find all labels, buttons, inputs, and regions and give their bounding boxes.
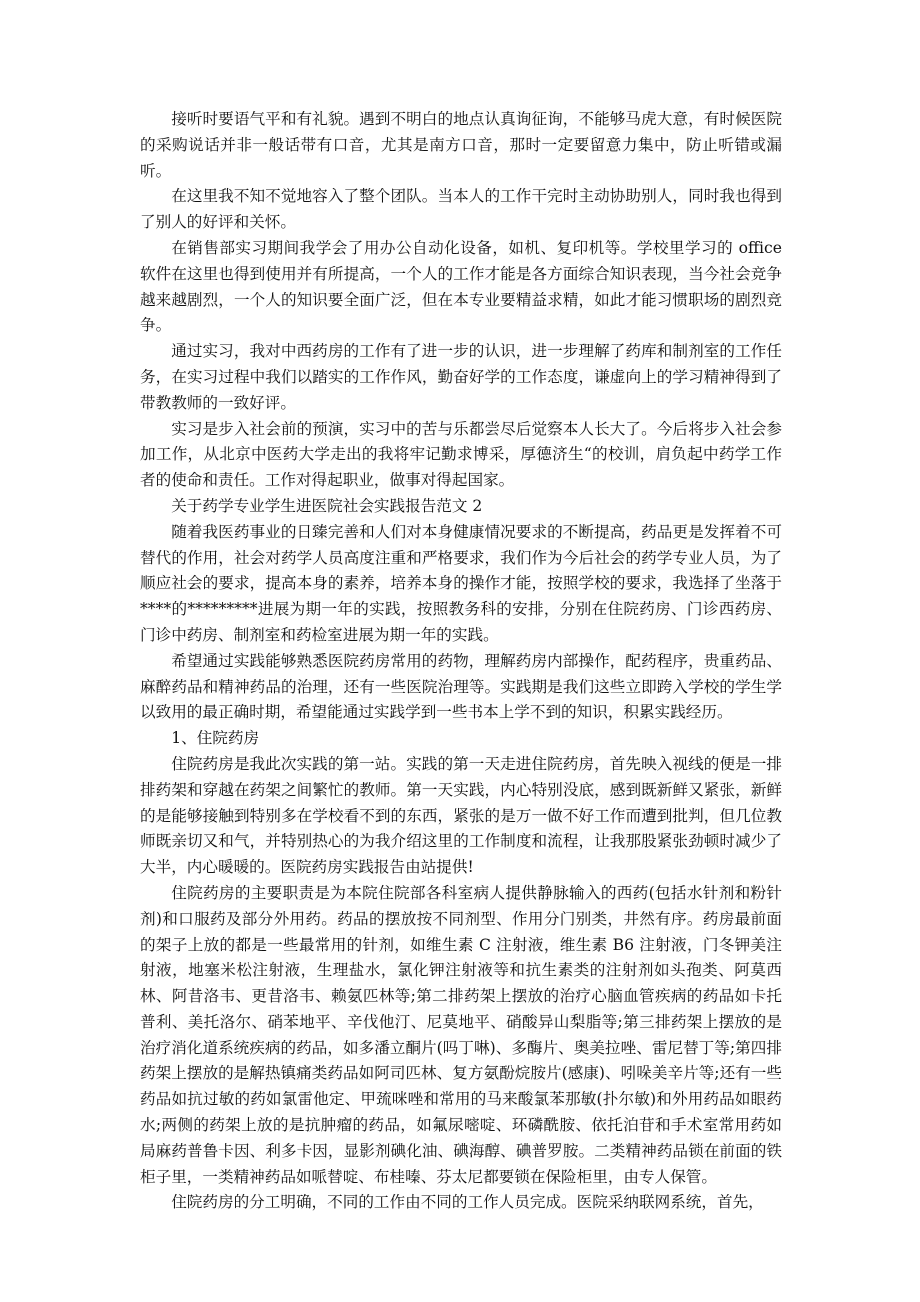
paragraph-pharmacy-duties: 住院药房的主要职责是为本院住院部各科室病人提供静脉输入的西药(包括水针剂和粉针剂)和口服药及部分外用药。药品的摆放按不同剂型、作用分门别类，井然有序。药房最前面的架子上放的都是一些最常用的针剂，如维生素 C 注射液，维生素 B6 注射液，门冬钾美注射液，地塞米松注射液，生理盐水，氯化钾注射液等和抗生素类的注射剂如头孢类、阿莫西林、阿昔洛韦、更昔洛韦、赖氨匹林等;第二排药架上摆放的治疗心脑血管疾病的药品如卡托普利、美托洛尔、硝苯地平、辛伐他汀、尼莫地平、硝酸异山梨脂等;第三排药架上摆放的是治疗消化道系统疾病的药品，如多潘立酮片(吗丁啉)、多酶片、奥美拉唑、雷尼替丁等;第四排药架上摆放的是解热镇痛类药品如阿司匹林、复方氨酚烷胺片(感康)、吲哚美辛片等;还有一些药品如抗过敏的药如氯雷他定、甲巯咪唑和常用的马来酸氯苯那敏(扑尔敏)和外用药品如眼药水;两侧的药架上放的是抗肿瘤的药品，如氟尿嘧啶、环磷酰胺、依托泊苷和手术室常用药如局麻药普鲁卡因、利多卡因，显影剂碘化油、碘海醇、碘普罗胺。二类精神药品锁在前面的铁柜子里，一类精神药品如哌替啶、布桂嗪、芬太尼都要锁在保险柜里，由专人保管。	[140, 883, 782, 1186]
paragraph-team: 在这里我不知不觉地容入了整个团队。当本人的工作干完时主动协助别人，同时我也得到了别人的好评和关怀。	[140, 187, 782, 232]
paragraph-introduction: 随着我医药事业的日臻完善和人们对本身健康情况要求的不断提高，药品更是发挥着不可替代的作用，社会对药学人员高度注重和严格要求，我们作为今后社会的药学专业人员，为了顺应社会的要求，提高本身的素养，培养本身的操作才能，按照学校的要求，我选择了坐落于****的*********进展为期一年的实践，按照教务科的安排，分别在住院药房、门诊西药房、门诊中药房、制剂室和药检室进展为期一年的实践。	[140, 522, 782, 644]
subsection-heading: 1、住院药房	[171, 729, 260, 748]
paragraph-office-skills: 在销售部实习期间我学会了用办公自动化设备，如机、复印机等。学校里学习的 office 软件在这里也得到使用并有所提高，一个人的工作才能是各方面综合知识表现，当今社会竞争越来越剧烈，一个人的知识要全面广泛，但在本专业要精益求精，如此才能习惯职场的剧烈竞争。	[140, 238, 782, 335]
paragraph-first-day: 住院药房是我此次实践的第一站。实践的第一天走进住院药房，首先映入视线的便是一排排药架和穿越在药架之间繁忙的教师。第一天实践，内心特别没底，感到既新鲜又紧张，新鲜的是能够接触到特别多在学校看不到的东西，紧张的是万一做不好工作而遭到批判，但几位教师既亲切又和气，并特别热心的为我介绍这里的工作制度和流程，让我那股紧张劲顿时减少了大半，内心暖暖的。医院药房实践报告由站提供!	[140, 754, 782, 877]
paragraph-internship-summary: 通过实习，我对中西药房的工作有了进一步的认识，进一步理解了药库和制剂室的工作任务，在实习过程中我们以踏实的工作作风，勤奋好学的工作态度，谦虚向上的学习精神得到了带教教师的一致好评。	[140, 342, 782, 412]
paragraph-division-of-work: 住院药房的分工明确，不同的工作由不同的工作人员完成。医院采纳联网系统，首先，	[171, 1193, 764, 1212]
paragraph-phone-etiquette: 接听时要语气平和有礼貌。遇到不明白的地点认真询征询，不能够马虎大意，有时候医院的采购说话并非一般话带有口音，尤其是南方口音，那时一定要留意力集中，防止听错或漏听。	[140, 110, 782, 180]
paragraph-conclusion: 实习是步入社会前的预演，实习中的苦与乐都尝尽后觉察本人长大了。今后将步入社会参加工作，从北京中医药大学走出的我将牢记勤求博采，厚德济生“的校训，肩负起中药学工作者的使命和责任。工作对得起职业，做事对得起国家。	[140, 419, 782, 490]
section-title: 关于药学专业学生进医院社会实践报告范文 2	[171, 496, 483, 515]
paragraph-goals: 希望通过实践能够熟悉医院药房常用的药物，理解药房内部操作，配药程序，贵重药品、麻醉药品和精神药品的治理，还有一些医院治理等。实践期是我们这些立即跨入学校的学生学以致用的最正确时期，希望能通过实践学到一些书本上学不到的知识，积累实践经历。	[140, 651, 782, 722]
